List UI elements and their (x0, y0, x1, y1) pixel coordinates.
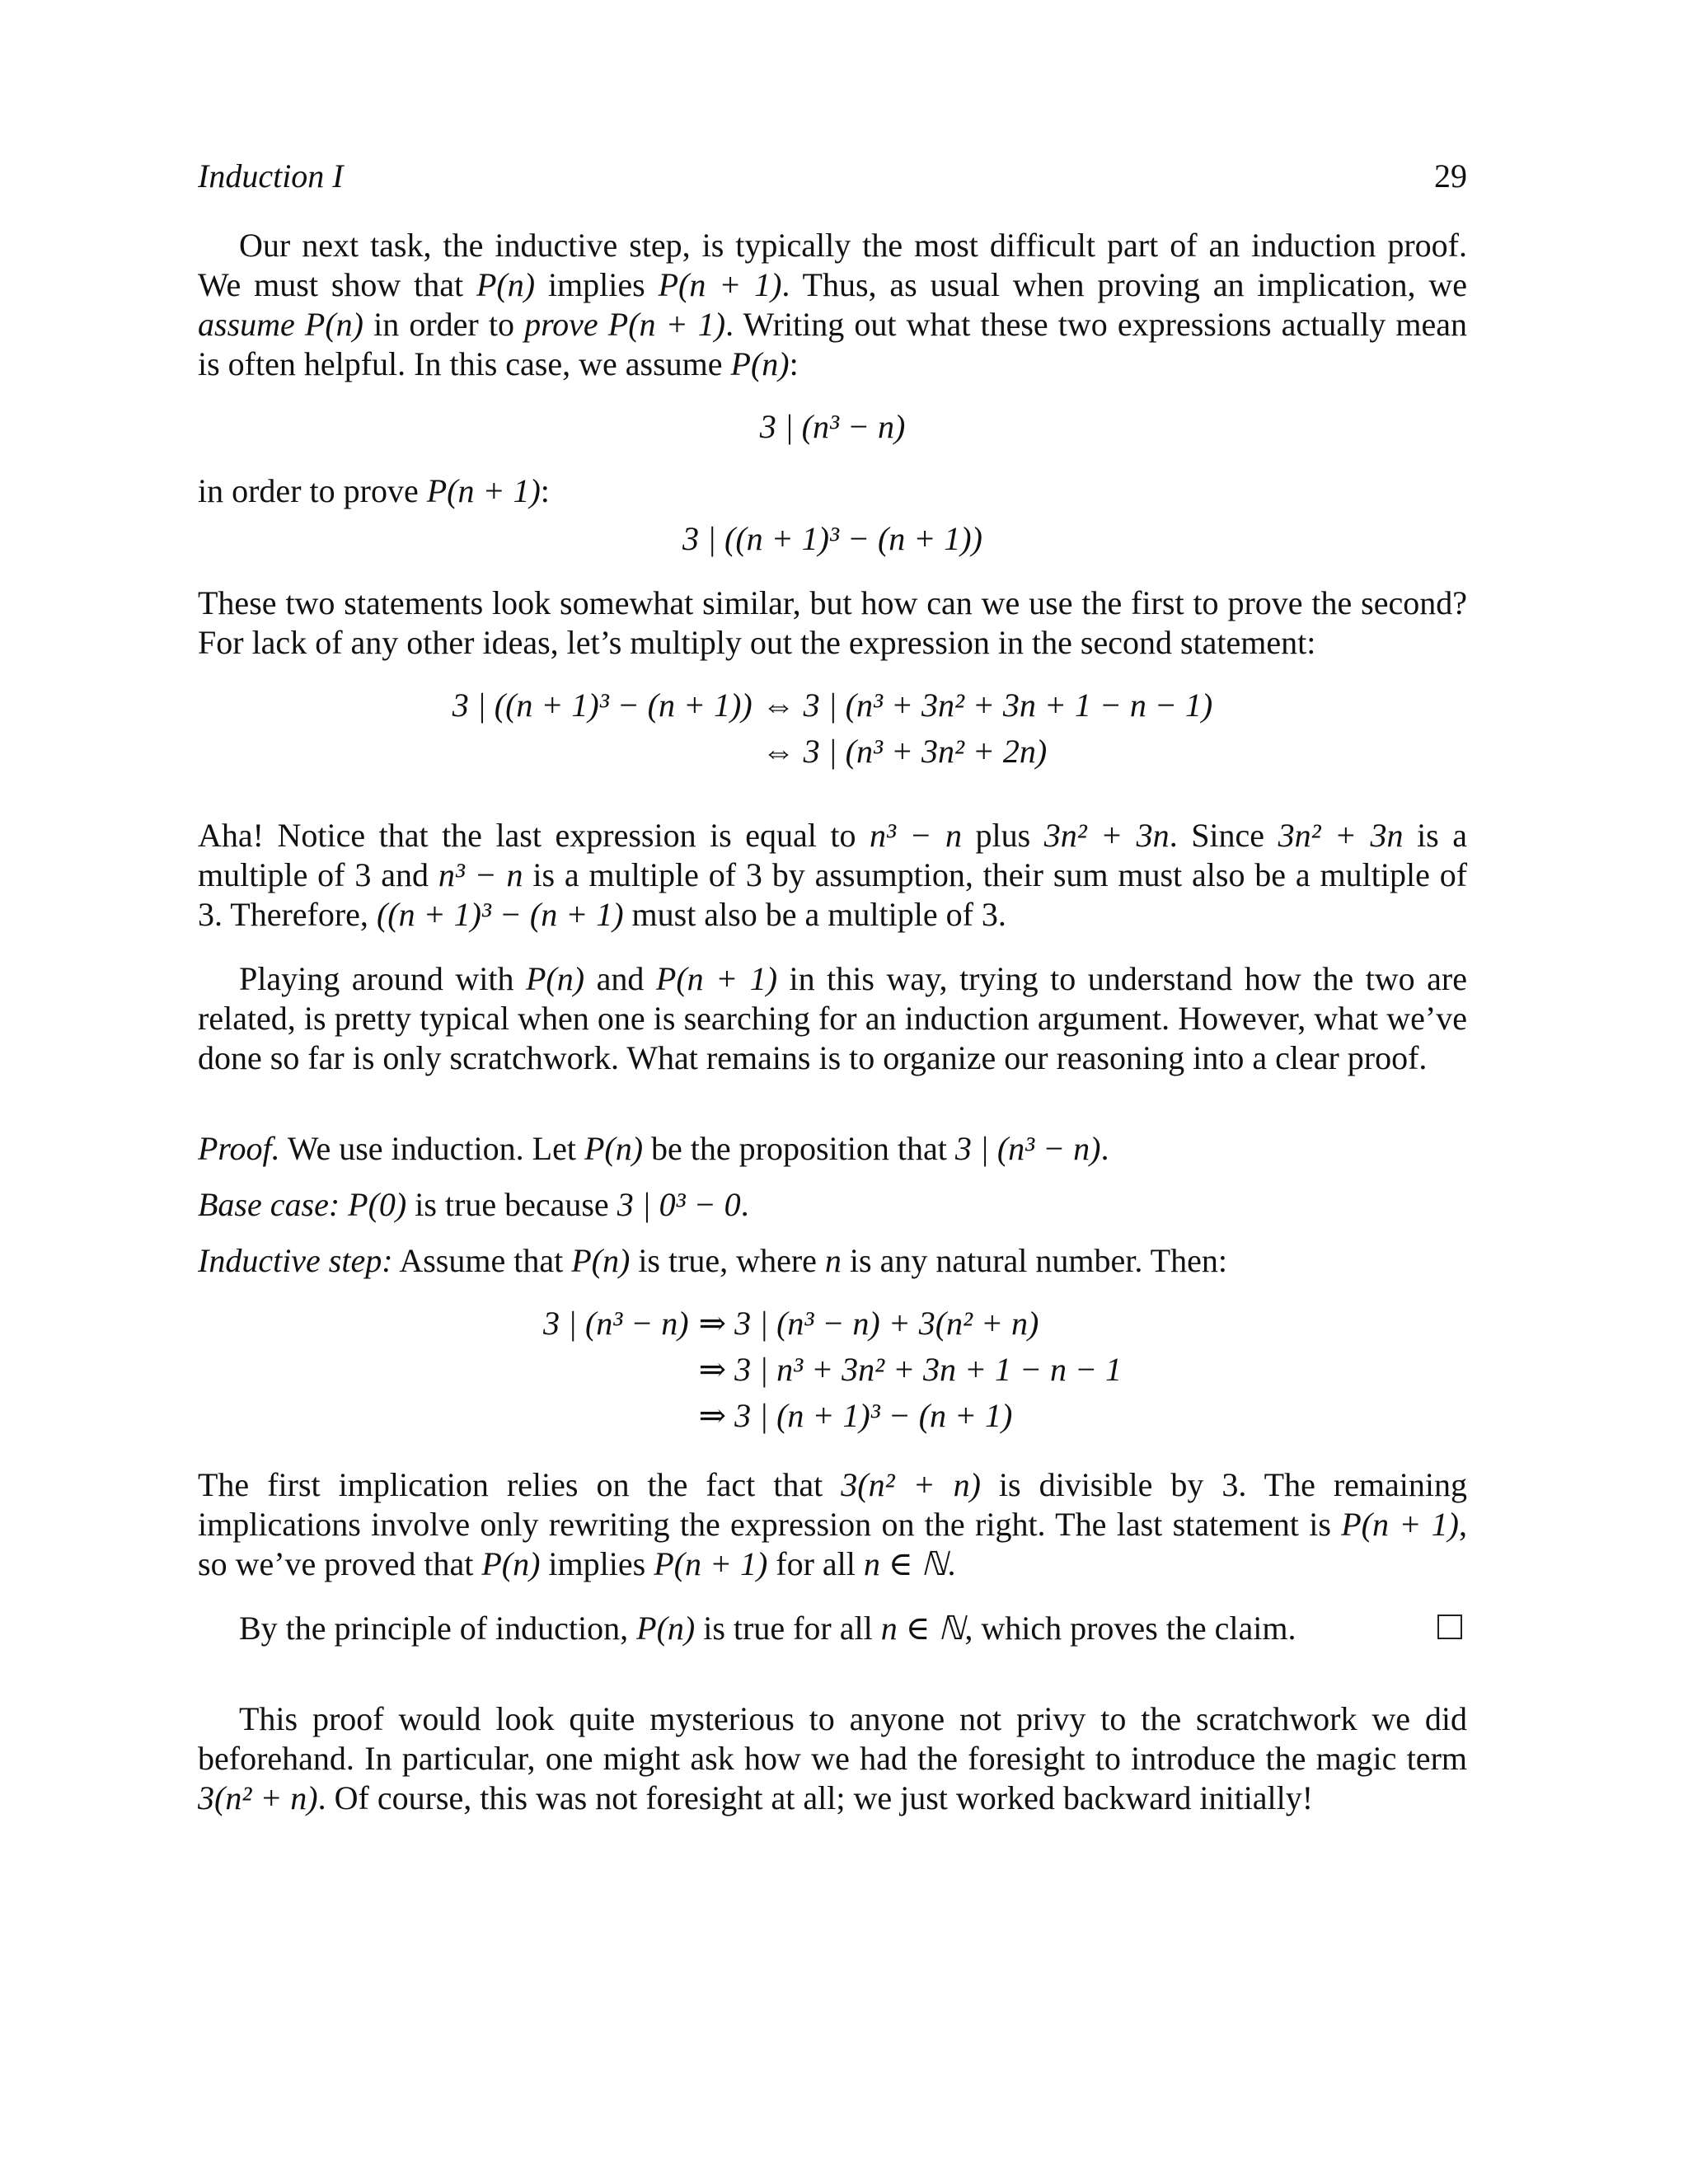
paragraph-statements-similar: These two statements look somewhat similar, but how can we use the first to prove the second? For lack of any other ideas, let’s multiply out the expression in the second statement: (198, 584, 1467, 661)
text: . (1100, 1130, 1109, 1167)
math-inline: P(n) (571, 1242, 631, 1279)
text: in order to prove (198, 472, 427, 509)
text: . (947, 1545, 956, 1582)
text: The first implication relies on the fact that (198, 1466, 842, 1503)
paragraph-aha (198, 816, 1467, 935)
emphasis: assume (198, 306, 295, 343)
math-inline: P(n + 1) (607, 306, 726, 343)
conclusion-text (198, 1609, 1296, 1648)
text: . (740, 1186, 749, 1223)
paragraph-first-implication (198, 1465, 1467, 1584)
paragraph-inductive-step-intro (198, 226, 1467, 384)
text: is any natural number. Then: (841, 1242, 1227, 1279)
equation-rhs: ⇒ 3 | (n³ − n) + 3(n² + n) (698, 1305, 1039, 1342)
math-inline: n ∈ ℕ (880, 1610, 965, 1647)
math-inline: P(0) (348, 1186, 407, 1223)
text: Aha! Notice that the last expression is equal to (198, 817, 870, 854)
equation-rhs: ⇔ 3 | (n³ + 3n² + 2n) (762, 733, 1048, 770)
display-equation-assumption: 3 | (n³ − n) (759, 408, 906, 445)
text: is divisible by 3. The remaining implications involve only rewriting the expression on the right. The last statement is (198, 1466, 1467, 1543)
emphasis: prove (524, 306, 598, 343)
math-inline: P(n + 1) (1341, 1506, 1459, 1543)
text: Playing around with (239, 960, 526, 997)
text: By the principle of induction, (239, 1610, 637, 1647)
text: , which proves the claim. (964, 1610, 1296, 1647)
equation-lhs-empty (543, 1350, 689, 1390)
math-inline: P(n) (636, 1610, 696, 1647)
proof-statement (198, 1129, 1467, 1169)
text: is a multiple of 3 by assumption, their sum must also be a multiple of 3. Therefore, (198, 856, 1468, 933)
text: This proof would look quite mysterious to anyone not privy to the scratchwork we did beforehand. In particular, one might ask how we had the foresight to introduce the magic term (198, 1700, 1467, 1777)
text: in order to (363, 306, 525, 343)
text: . Since (1169, 817, 1278, 854)
page (198, 157, 1467, 1818)
math-inline: n³ − n (870, 817, 962, 854)
math-inline: 3(n² + n) (841, 1466, 981, 1503)
equation-rhs: ⇒ 3 | (n + 1)³ − (n + 1) (698, 1397, 1013, 1434)
math-inline: P(n + 1) (426, 472, 541, 509)
text: Our next task, the inductive step, is typically the most difficult part of an induction proof. We must show that (198, 227, 1467, 303)
math-inline: 3(n² + n) (198, 1779, 318, 1816)
math-inline: 3 | 0³ − 0 (617, 1186, 741, 1223)
text: is true because (406, 1186, 617, 1223)
proof-label: Proof. (198, 1130, 280, 1167)
equation-lhs: 3 | ((n + 1)³ − (n + 1)) (452, 687, 753, 724)
chapter-title: Induction I (198, 157, 344, 194)
inductive-step (198, 1241, 1467, 1281)
math-inline: 3n² + 3n (1278, 817, 1404, 854)
qed-box-icon (1437, 1615, 1462, 1639)
text: : (789, 345, 799, 382)
text: implies (535, 266, 659, 303)
equation-rhs: ⇒ 3 | n³ + 3n² + 3n + 1 − n − 1 (698, 1351, 1123, 1388)
text: . Of course, this was not foresight at all; we just worked backward initially! (317, 1779, 1314, 1816)
paragraph-conclusion (198, 1609, 1467, 1648)
math-inline: P(n + 1) (654, 1545, 768, 1582)
base-case-label: Base case: (198, 1186, 340, 1223)
aligned-equation-expand (198, 686, 1467, 771)
inductive-step-label: Inductive step: (198, 1242, 393, 1279)
math-inline: P(n) (584, 1130, 644, 1167)
text: We use induction. Let (279, 1130, 584, 1167)
math-inline: 3 | (n³ − n) (954, 1130, 1101, 1167)
display-equation-goal: 3 | ((n + 1)³ − (n + 1)) (682, 520, 982, 557)
math-inline: n (824, 1242, 842, 1279)
text: plus (962, 817, 1044, 854)
text: must also be a multiple of 3. (623, 896, 1006, 933)
equation-lhs-empty (543, 1396, 689, 1436)
text: for all (767, 1545, 864, 1582)
math-inline: P(n) (304, 306, 363, 343)
math-inline: n ∈ ℕ (863, 1545, 948, 1582)
text: , so we’ve proved that (198, 1506, 1467, 1582)
text: be the proposition that (643, 1130, 955, 1167)
equation-lhs-empty (452, 732, 753, 771)
math-inline: P(n + 1) (658, 266, 782, 303)
base-case (198, 1185, 1467, 1225)
math-inline: P(n) (526, 960, 585, 997)
text: . Writing out what these two expressions actually mean is often helpful. In this case, we assume (198, 306, 1467, 382)
running-header (198, 157, 1467, 196)
math-inline: ((n + 1)³ − (n + 1) (376, 896, 624, 933)
text: and (584, 960, 656, 997)
paragraph-in-order-to-prove (198, 471, 1467, 511)
equation-lhs: 3 | (n³ − n) (542, 1305, 689, 1342)
math-inline: P(n) (476, 266, 536, 303)
text: implies (540, 1545, 654, 1582)
text: in this way, trying to understand how the two are related, is pretty typical when one is searching for an induction argument. However, what we’ve done so far is only scratchwork. What remains is to organize our reasoning into a clear proof. (198, 960, 1467, 1076)
text: . Thus, as usual when proving an implication, we (781, 266, 1467, 303)
math-inline: 3n² + 3n (1043, 817, 1170, 854)
text: is a multiple of 3 and (198, 817, 1468, 893)
paragraph-playing-around (198, 959, 1467, 1078)
math-inline: P(n) (730, 345, 790, 382)
page-number: 29 (1434, 157, 1467, 194)
text: Assume that (392, 1242, 572, 1279)
math-inline: P(n + 1) (655, 960, 778, 997)
paragraph-mysterious (198, 1699, 1467, 1818)
math-inline: P(n) (481, 1545, 541, 1582)
equation-rhs: ⇔ 3 | (n³ + 3n² + 3n + 1 − n − 1) (762, 687, 1213, 724)
text: is true, where (630, 1242, 825, 1279)
math-inline: n³ − n (438, 856, 523, 893)
text: is true for all (695, 1610, 881, 1647)
aligned-equation-implications (198, 1304, 1467, 1436)
text: : (540, 472, 550, 509)
